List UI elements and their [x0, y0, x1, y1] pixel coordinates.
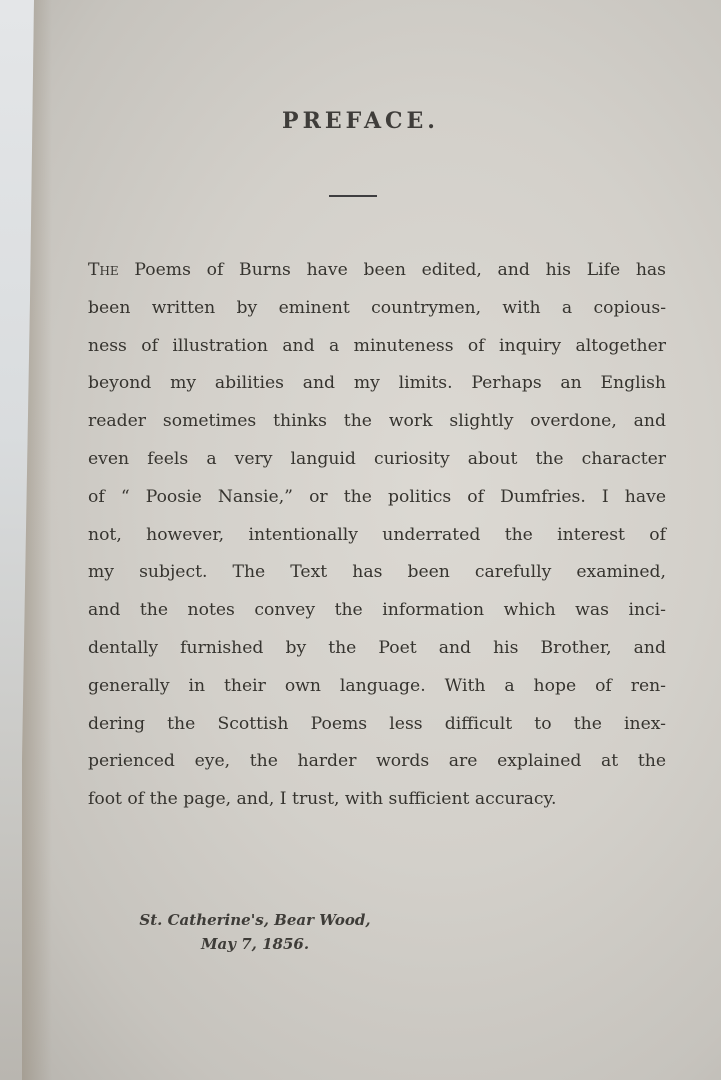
body-line: foot of the page, and, I trust, with sufficient accuracy. [88, 789, 557, 810]
page-heading: PREFACE. [282, 108, 439, 134]
body-line: of “ Poosie Nansie,” or the politics of Dumfries. I have [88, 486, 666, 507]
preface-body [88, 252, 666, 819]
drop-lead-word: The [88, 260, 119, 280]
signature-block [110, 908, 400, 956]
signature-date: May 7, 1856. [200, 935, 310, 953]
body-line: and the notes convey the information which was inci- [88, 600, 666, 621]
body-line: beyond my abilities and my limits. Perhaps an English [88, 373, 666, 394]
body-line: my subject. The Text has been carefully examined, [88, 562, 666, 583]
body-line: dering the Scottish Poems less difficult to the inex- [88, 713, 666, 734]
body-line: been written by eminent countrymen, with a copious- [88, 297, 666, 318]
body-line: not, however, intentionally underrated the interest of [88, 524, 666, 545]
body-line: The Poems of Burns have been edited, and his Life has [88, 260, 666, 280]
body-line: even feels a very languid curiosity about the character [88, 448, 666, 469]
body-line: dentally furnished by the Poet and his Brother, and [88, 637, 666, 658]
body-line: reader sometimes thinks the work slightly overdone, and [88, 411, 666, 432]
body-line: ness of illustration and a minuteness of inquiry altogether [88, 335, 666, 356]
heading-divider [329, 195, 377, 197]
body-line: generally in their own language. With a hope of ren- [88, 675, 666, 696]
body-line: perienced eye, the harder words are explained at the [88, 751, 666, 772]
signature-place: St. Catherine's, Bear Wood, [139, 911, 371, 929]
